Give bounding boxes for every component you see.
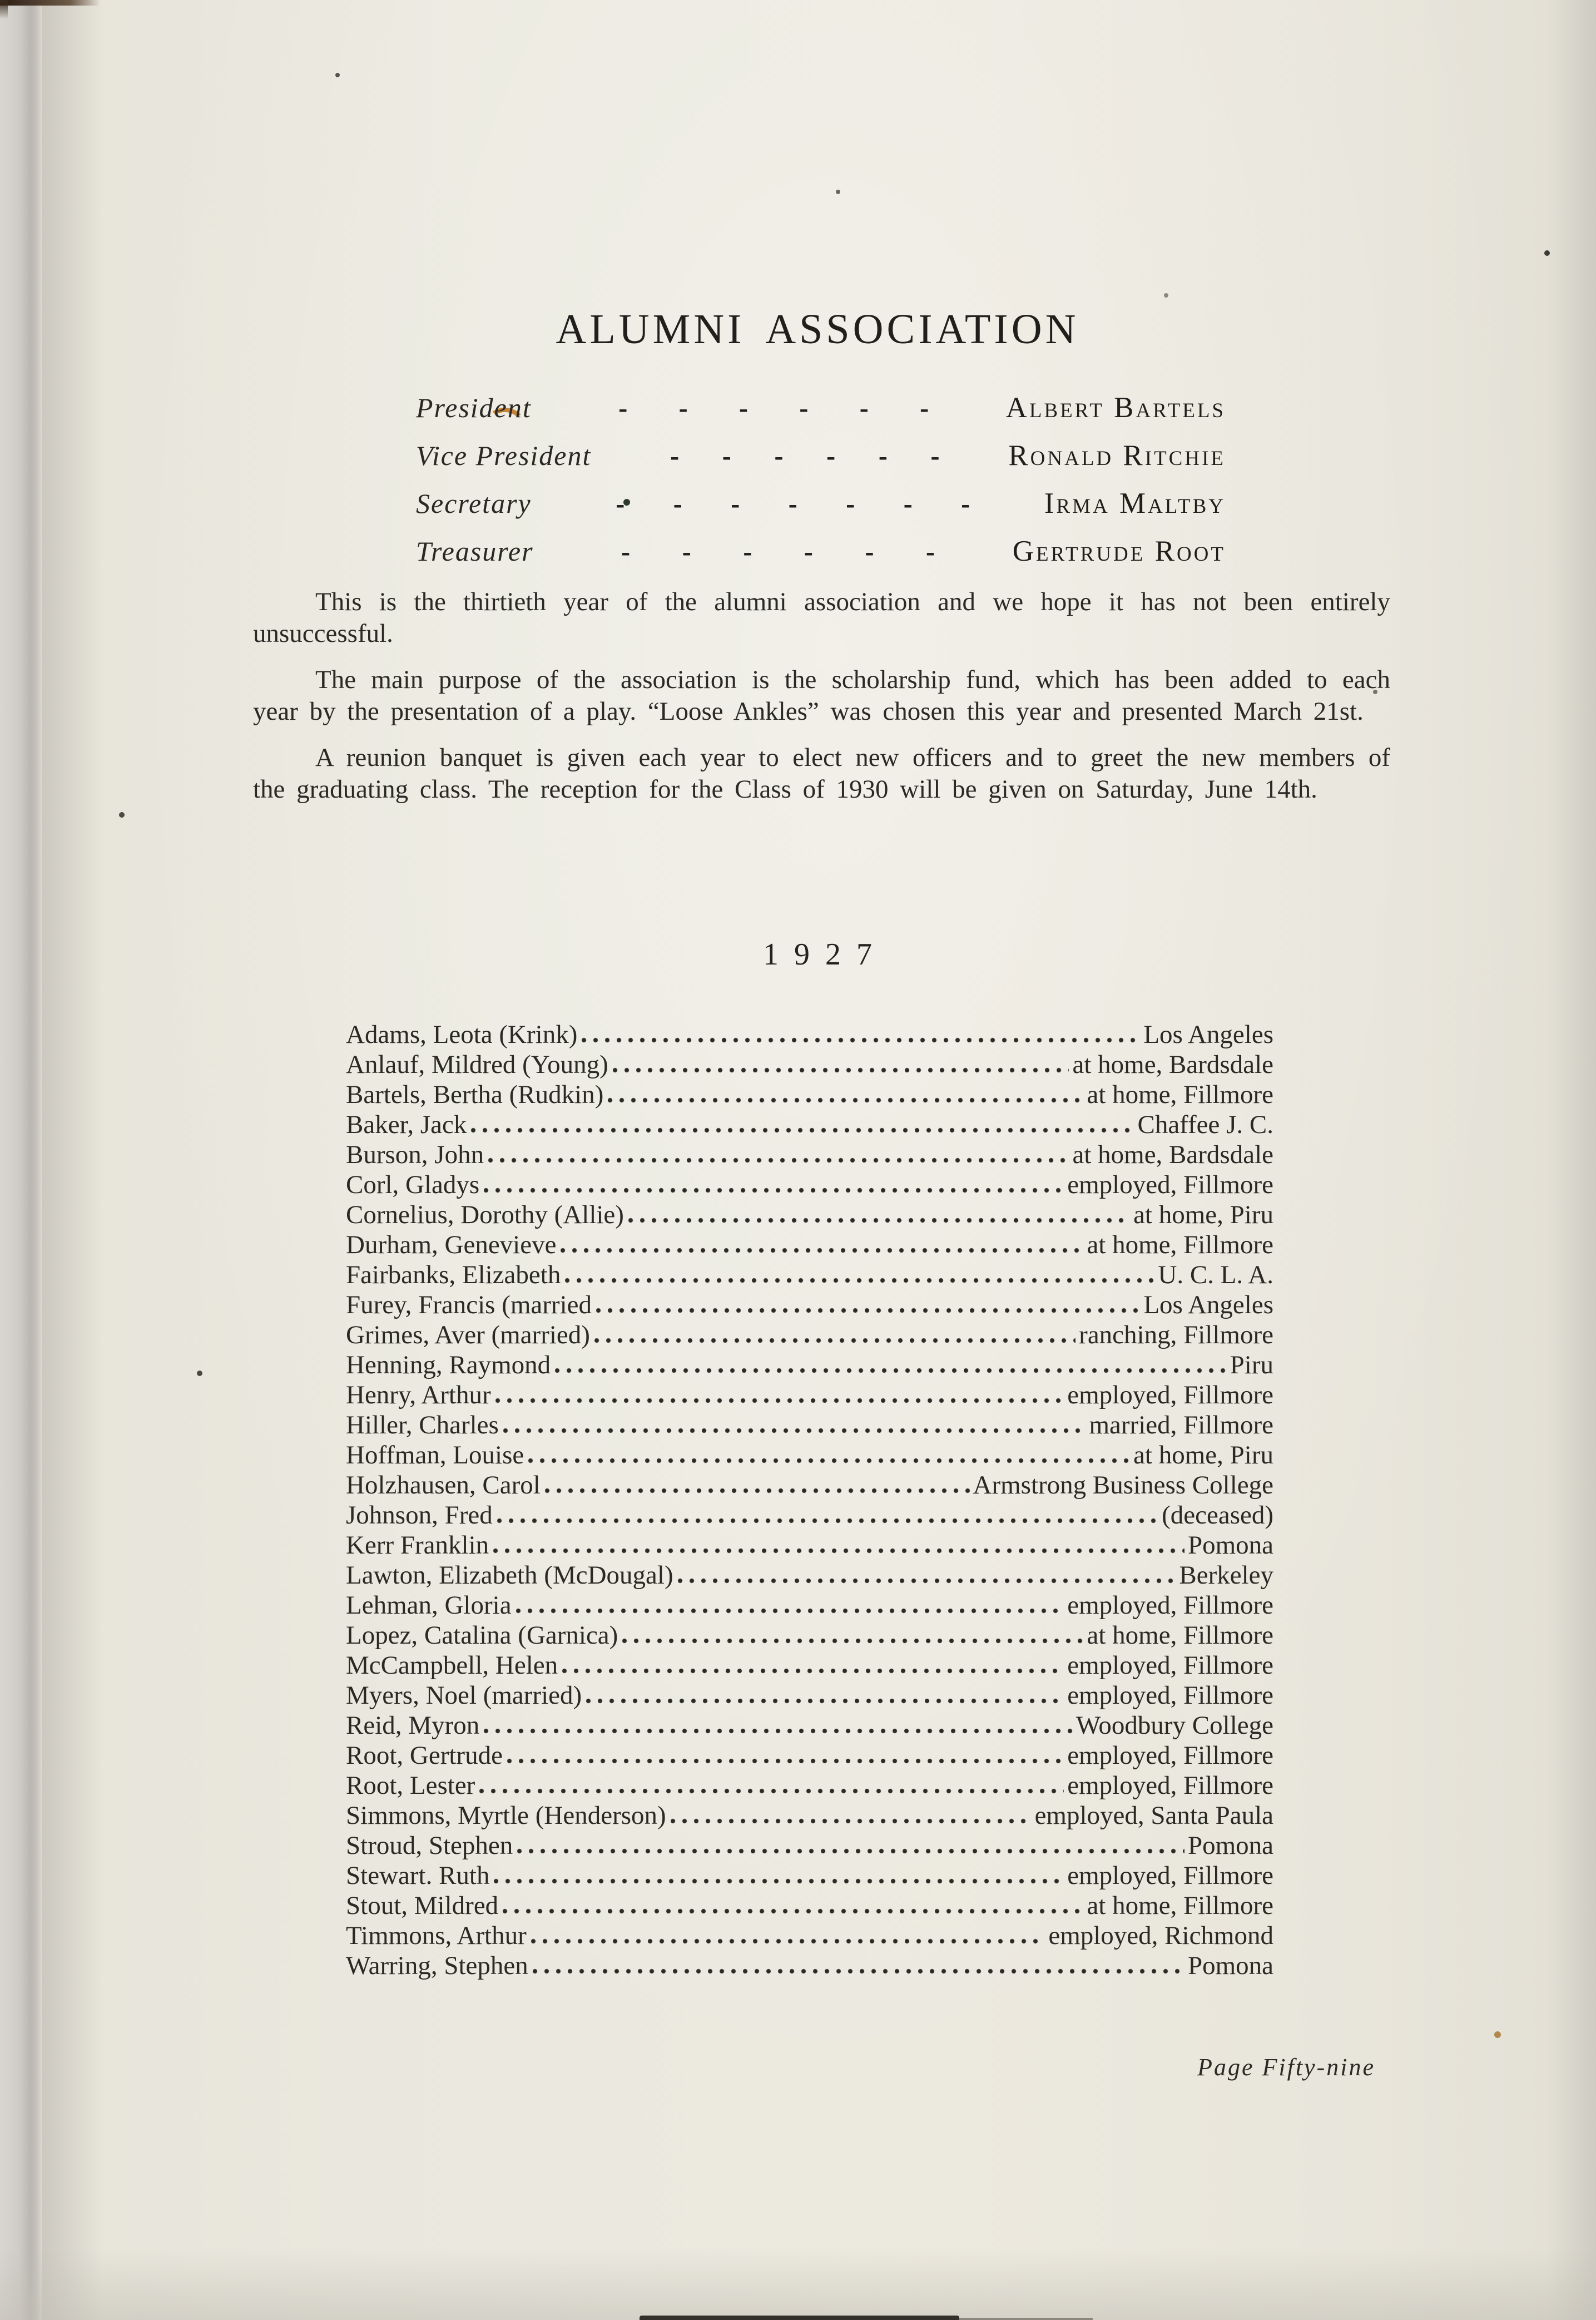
- dot-leader: [488, 1140, 1069, 1170]
- dot-leader: [531, 1921, 1045, 1951]
- alumnus-location: at home, Piru: [1133, 1441, 1273, 1470]
- alumnus-name: Cornelius, Dorothy (Allie): [346, 1200, 624, 1229]
- alumnus-name: Stout, Mildred: [346, 1891, 499, 1920]
- roster-row: [346, 1140, 1273, 1170]
- leader-dashes: - - - - - -: [621, 535, 935, 568]
- roster-row: [346, 1170, 1273, 1200]
- dot-leader: [562, 1650, 1064, 1680]
- dot-leader: [596, 1290, 1140, 1320]
- alumni-roster: [346, 1020, 1273, 1981]
- alumnus-location: at home, Fillmore: [1087, 1230, 1273, 1259]
- alumnus-location: at home, Fillmore: [1087, 1080, 1273, 1109]
- officer-role-label: Vice President: [416, 440, 592, 471]
- alumnus-name: Timmons, Arthur: [346, 1921, 527, 1950]
- paragraph: The main purpose of the association is the scholarship fund, which has been added to each year by the presentation of a play. “Loose Ankles” was chosen this year and presented March 21st.: [253, 665, 1390, 726]
- alumnus-location: at home, Fillmore: [1087, 1891, 1273, 1920]
- alumnus-name: Stroud, Stephen: [346, 1831, 513, 1860]
- alumnus-location: employed, Fillmore: [1067, 1681, 1273, 1710]
- roster-row: [346, 1921, 1273, 1951]
- alumnus-name: Burson, John: [346, 1140, 484, 1169]
- dot-leader: [608, 1080, 1083, 1110]
- dot-leader: [494, 1861, 1064, 1891]
- roster-row: [346, 1470, 1273, 1500]
- alumnus-location: employed, Fillmore: [1067, 1741, 1273, 1770]
- alumnus-name: Holzhausen, Carol: [346, 1471, 541, 1500]
- roster-row: [346, 1230, 1273, 1260]
- alumnus-location: at home, Fillmore: [1087, 1621, 1273, 1650]
- dot-leader: [497, 1500, 1158, 1530]
- roster-row: [346, 1110, 1273, 1140]
- alumnus-name: Lopez, Catalina (Garnica): [346, 1621, 618, 1650]
- officers-list: [416, 384, 1226, 575]
- dot-leader: [528, 1440, 1130, 1470]
- alumnus-location: ranching, Fillmore: [1079, 1320, 1273, 1349]
- dot-leader: [533, 1951, 1184, 1981]
- dot-leader: [484, 1710, 1073, 1740]
- officer-name: Ronald Ritchie: [1008, 439, 1226, 472]
- alumnus-name: Kerr Franklin: [346, 1531, 489, 1560]
- officer-name: Irma Maltby: [1044, 487, 1226, 520]
- alumnus-location: employed, Fillmore: [1067, 1651, 1273, 1680]
- dot-leader: [507, 1740, 1064, 1770]
- alumnus-name: Henry, Arthur: [346, 1381, 491, 1409]
- roster-row: [346, 1350, 1273, 1380]
- alumnus-location: employed, Fillmore: [1067, 1170, 1273, 1199]
- officer-row: [416, 432, 1226, 479]
- roster-row: [346, 1620, 1273, 1650]
- roster-row: [346, 1951, 1273, 1981]
- alumnus-name: Warring, Stephen: [346, 1951, 528, 1980]
- dot-leader: [503, 1891, 1083, 1921]
- officer-role-label: Treasurer: [416, 536, 534, 567]
- alumnus-location: (deceased): [1162, 1501, 1273, 1530]
- roster-row: [346, 1800, 1273, 1831]
- alumnus-location: Pomona: [1187, 1951, 1273, 1980]
- alumnus-name: Bartels, Bertha (Rudkin): [346, 1080, 604, 1109]
- roster-row: [346, 1861, 1273, 1891]
- roster-row: [346, 1380, 1273, 1410]
- roster-row: [346, 1710, 1273, 1740]
- officer-role-label: President: [416, 392, 532, 423]
- alumnus-location: Armstrong Business College: [973, 1471, 1273, 1500]
- alumnus-location: at home, Bardsdale: [1072, 1140, 1273, 1169]
- roster-row: [346, 1050, 1273, 1080]
- roster-row: [346, 1891, 1273, 1921]
- paragraph: A reunion banquet is given each year to elect new officers and to greet the new members of the graduating class. The reception for the Class of 1930 will be given on Saturday, June 14th.: [253, 743, 1390, 804]
- roster-row: [346, 1020, 1273, 1050]
- alumnus-location: Los Angeles: [1143, 1290, 1273, 1319]
- alumnus-name: Hiller, Charles: [346, 1411, 499, 1440]
- officer-row: [416, 479, 1226, 527]
- alumnus-location: Pomona: [1187, 1531, 1273, 1560]
- alumnus-name: Furey, Francis (married: [346, 1290, 592, 1319]
- dot-leader: [671, 1800, 1032, 1831]
- dot-leader: [622, 1620, 1083, 1650]
- alumnus-name: Myers, Noel (married): [346, 1681, 582, 1710]
- alumnus-location: married, Fillmore: [1089, 1411, 1273, 1440]
- dot-leader: [594, 1320, 1075, 1350]
- alumnus-name: Johnson, Fred: [346, 1501, 493, 1530]
- alumnus-location: Pomona: [1187, 1831, 1273, 1860]
- alumnus-location: employed, Richmond: [1048, 1921, 1273, 1950]
- alumnus-name: Lawton, Elizabeth (McDougal): [346, 1561, 673, 1590]
- paragraph: This is the thirtieth year of the alumni association and we hope it has not been entirely unsuccessful.: [253, 587, 1390, 648]
- roster-row: [346, 1080, 1273, 1110]
- alumnus-name: Root, Lester: [346, 1771, 475, 1800]
- alumnus-name: Anlauf, Mildred (Young): [346, 1050, 608, 1079]
- dot-leader: [495, 1380, 1064, 1410]
- dot-leader: [545, 1470, 970, 1500]
- scan-corner-artifact: [0, 0, 100, 6]
- alumnus-name: Simmons, Myrtle (Henderson): [346, 1801, 666, 1830]
- roster-row: [346, 1680, 1273, 1710]
- roster-row: [346, 1590, 1273, 1620]
- roster-row: [346, 1260, 1273, 1290]
- alumnus-name: Baker, Jack: [346, 1110, 467, 1139]
- dot-leader: [582, 1020, 1140, 1050]
- dot-leader: [613, 1050, 1069, 1080]
- alumnus-name: Grimes, Aver (married): [346, 1320, 590, 1349]
- alumnus-location: employed, Fillmore: [1067, 1591, 1273, 1620]
- page-number: Page Fifty-nine: [1197, 2054, 1375, 2081]
- page-title: ALUMNI ASSOCIATION: [556, 306, 1079, 353]
- roster-row: [346, 1290, 1273, 1320]
- roster-row: [346, 1560, 1273, 1590]
- dot-leader: [503, 1410, 1086, 1440]
- roster-row: [346, 1320, 1273, 1350]
- alumnus-name: Adams, Leota (Krink): [346, 1020, 578, 1049]
- leader-dashes: - - - - - -: [618, 391, 929, 424]
- alumnus-location: U. C. L. A.: [1158, 1260, 1273, 1289]
- alumnus-name: Stewart. Ruth: [346, 1861, 490, 1890]
- alumnus-name: McCampbell, Helen: [346, 1651, 558, 1680]
- alumnus-location: Chaffee J. C.: [1137, 1110, 1273, 1139]
- alumnus-location: Piru: [1230, 1351, 1273, 1379]
- dust-specks: [0, 0, 3, 3]
- body-paragraphs: [253, 586, 1390, 820]
- alumnus-location: at home, Piru: [1133, 1200, 1273, 1229]
- dot-leader: [484, 1170, 1064, 1200]
- dot-leader: [586, 1680, 1064, 1710]
- book-spine-edge: [0, 0, 42, 2320]
- roster-row: [346, 1200, 1273, 1230]
- alumnus-name: Hoffman, Louise: [346, 1441, 524, 1470]
- alumnus-location: Berkeley: [1179, 1561, 1273, 1590]
- alumnus-location: employed, Fillmore: [1067, 1381, 1273, 1409]
- alumnus-location: at home, Bardsdale: [1072, 1050, 1273, 1079]
- alumnus-location: Woodbury College: [1075, 1711, 1273, 1740]
- alumnus-name: Root, Gertrude: [346, 1741, 503, 1770]
- officer-row: [416, 527, 1226, 575]
- roster-row: [346, 1530, 1273, 1560]
- alumnus-name: Henning, Raymond: [346, 1351, 551, 1379]
- alumnus-location: employed, Fillmore: [1067, 1861, 1273, 1890]
- class-year-heading: 1927: [763, 937, 888, 972]
- dot-leader: [479, 1770, 1064, 1800]
- alumnus-name: Corl, Gladys: [346, 1170, 480, 1199]
- roster-row: [346, 1770, 1273, 1800]
- roster-row: [346, 1740, 1273, 1770]
- dot-leader: [561, 1230, 1083, 1260]
- officer-role-label: Secretary: [416, 488, 532, 519]
- dot-leader: [565, 1260, 1154, 1290]
- dot-leader: [555, 1350, 1227, 1380]
- leader-dashes: - - - - - -: [670, 439, 940, 472]
- dot-leader: [493, 1530, 1184, 1560]
- scan-bottom-edge: [640, 2316, 959, 2320]
- scan-bottom-edge: [959, 2318, 1093, 2320]
- dot-leader: [471, 1110, 1134, 1140]
- roster-row: [346, 1440, 1273, 1470]
- alumnus-location: Los Angeles: [1143, 1020, 1273, 1049]
- alumnus-location: employed, Santa Paula: [1034, 1801, 1273, 1830]
- officer-row: [416, 384, 1226, 432]
- alumnus-name: Fairbanks, Elizabeth: [346, 1260, 561, 1289]
- officer-name: Albert Bartels: [1005, 392, 1226, 424]
- dot-leader: [628, 1200, 1130, 1230]
- dot-leader: [517, 1831, 1184, 1861]
- roster-row: [346, 1500, 1273, 1530]
- alumnus-location: employed, Fillmore: [1067, 1771, 1273, 1800]
- page-bottom-shadow: [0, 2248, 1596, 2320]
- alumnus-name: Reid, Myron: [346, 1711, 480, 1740]
- roster-row: [346, 1831, 1273, 1861]
- dot-leader: [678, 1560, 1176, 1590]
- roster-row: [346, 1410, 1273, 1440]
- officer-name: Gertrude Root: [1012, 535, 1226, 567]
- alumnus-name: Durham, Genevieve: [346, 1230, 557, 1259]
- dot-leader: [516, 1590, 1064, 1620]
- roster-row: [346, 1650, 1273, 1680]
- alumnus-name: Lehman, Gloria: [346, 1591, 512, 1620]
- leader-dashes: - - - - - - -: [616, 487, 970, 520]
